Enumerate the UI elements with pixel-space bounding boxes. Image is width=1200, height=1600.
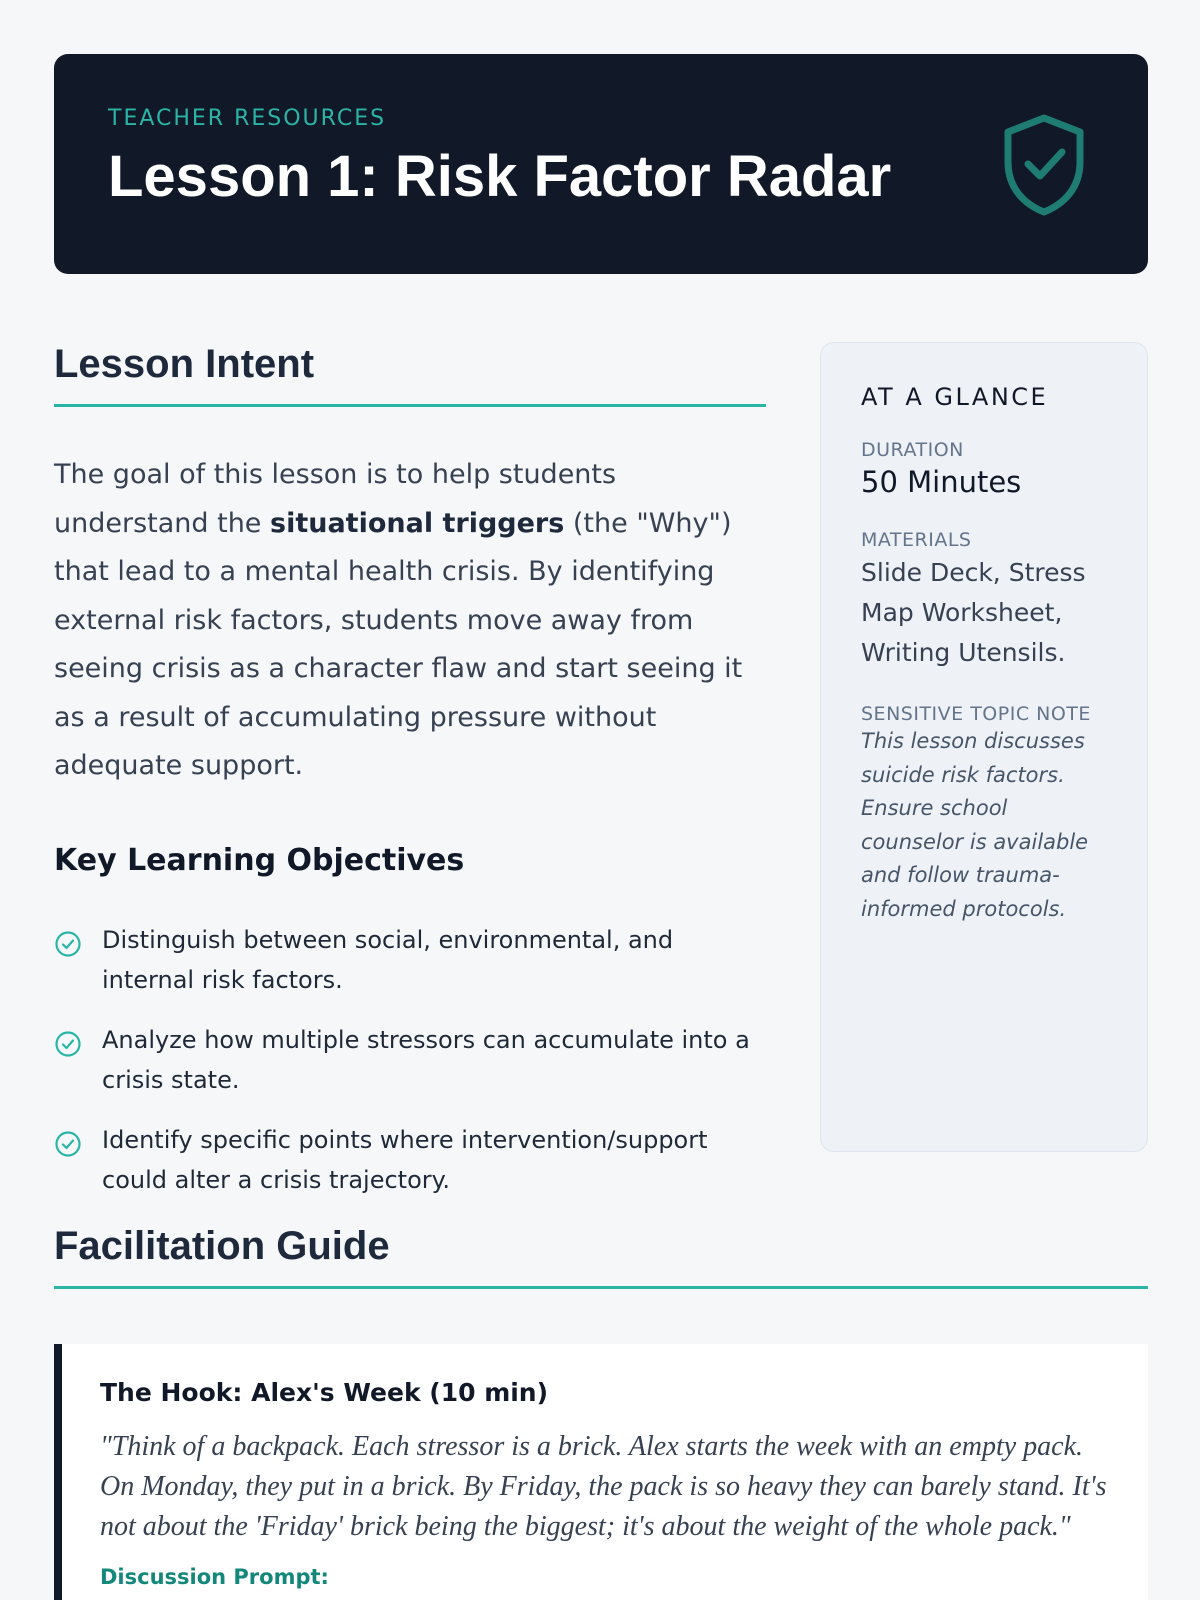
duration-value: 50 Minutes	[861, 465, 1022, 499]
hook-title: The Hook: Alex's Week (10 min)	[100, 1378, 549, 1407]
lesson-intent-heading: Lesson Intent	[54, 340, 766, 407]
check-circle-icon	[54, 930, 82, 958]
objective-text: Identify specific points where intervention/support could alter a crisis trajectory.	[102, 1125, 708, 1194]
intent-text-emphasis: situational triggers	[270, 507, 565, 539]
objectives-heading: Key Learning Objectives	[54, 842, 465, 878]
discussion-prompt-label: Discussion Prompt:	[100, 1565, 329, 1589]
header-banner	[54, 54, 1148, 274]
duration-label: DURATION	[861, 439, 964, 461]
shield-check-icon	[1000, 112, 1088, 216]
objectives-list	[54, 920, 766, 1200]
materials-value: Slide Deck, Stress Map Worksheet, Writing Utensils.	[861, 558, 1086, 667]
at-a-glance-card	[820, 342, 1148, 1152]
objective-item	[54, 920, 766, 1000]
objective-text: Distinguish between social, environmental, and internal risk factors.	[102, 925, 674, 994]
objective-item	[54, 1020, 766, 1100]
sensitive-note-text: This lesson discusses suicide risk factors. Ensure school counselor is available and follow trauma-informed protocols.	[861, 729, 1089, 921]
lesson-intent-section	[54, 340, 766, 1220]
check-circle-icon	[54, 1130, 82, 1158]
facilitation-heading: Facilitation Guide	[54, 1222, 1148, 1289]
facilitation-guide-section	[54, 1222, 1148, 1289]
objective-item	[54, 1120, 766, 1200]
sensitive-note-label: SENSITIVE TOPIC NOTE	[861, 703, 1091, 725]
materials-label: MATERIALS	[861, 529, 972, 551]
objective-text: Analyze how multiple stressors can accumulate into a crisis state.	[102, 1025, 750, 1094]
intent-text-end: (the "Why") that lead to a mental health crisis. By identifying external risk factors, students move away from seeing crisis as a character flaw and start seeing it as a result of accumulating pressure without adequate support.	[54, 507, 743, 781]
check-circle-icon	[54, 1030, 82, 1058]
header-kicker: TEACHER RESOURCES	[108, 106, 387, 131]
page-title: Lesson 1: Risk Factor Radar	[108, 144, 892, 209]
lesson-intent-body	[54, 451, 766, 791]
hook-quote: "Think of a backpack. Each stressor is a brick. Alex starts the week with an empty pack. On Monday, they put in a brick. By Friday, the pack is so heavy they can barely stand. It's not about the 'Friday' brick being the biggest; it's about the weight of the whole pack."	[100, 1431, 1107, 1542]
hook-card	[54, 1344, 1148, 1600]
glance-title: AT A GLANCE	[861, 383, 1049, 411]
intent-text-start: The goal of this lesson is to help students understand the	[54, 459, 617, 539]
